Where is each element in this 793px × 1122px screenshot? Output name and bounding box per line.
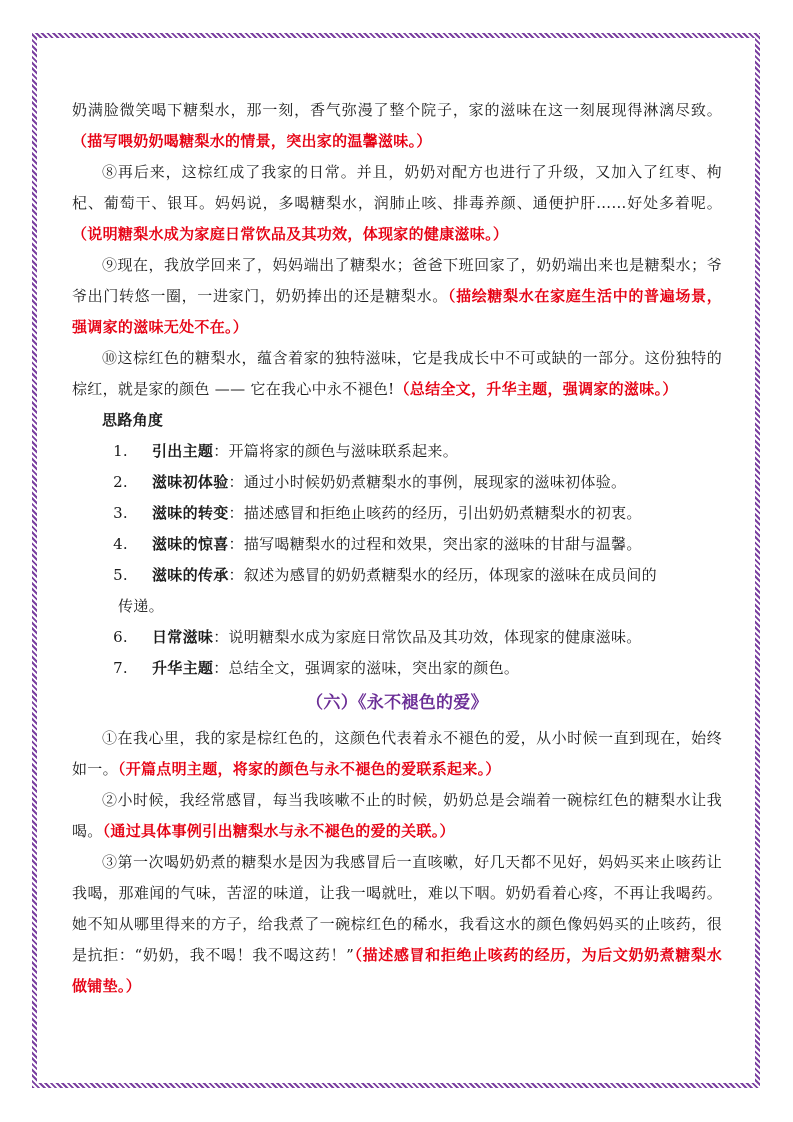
list-term: 滋味的转变 [152, 504, 229, 522]
paragraph-text: 奶满脸微笑喝下糖梨水，那一刻，香气弥漫了整个院子，家的滋味在这一刻展现得淋漓尽致。 [72, 101, 722, 119]
list-desc: ：叙述为感冒的奶奶煮糖梨水的经历，体现家的滋味在成员间的 [228, 566, 657, 584]
paragraph-text: ②小时候，我经常感冒，每当我咳嗽不止的时候，奶奶总是会端着一碗棕红色的糖梨水让我喝。 [72, 791, 722, 840]
list-item [72, 436, 722, 467]
list-desc: ：总结全文，强调家的滋味，突出家的颜色。 [213, 659, 520, 677]
paragraph-bottom-2 [72, 785, 722, 847]
paragraph-annotation: （通过具体事例引出糖梨水与永不褪色的爱的关联。） [102, 822, 455, 840]
paragraph-bottom-1 [72, 723, 722, 785]
list-desc: ：通过小时候奶奶煮糖梨水的事例，展现家的滋味初体验。 [228, 473, 627, 491]
list-number: 1. [113, 442, 128, 460]
bottom-paragraphs [72, 723, 722, 1002]
list-term: 日常滋味 [152, 628, 214, 646]
list-item [72, 529, 722, 560]
list-item [72, 467, 722, 498]
list-term: 滋味的惊喜 [152, 535, 229, 553]
list-number: 2. [113, 473, 128, 491]
paragraph-top-4 [72, 343, 722, 405]
paragraph-annotation: （描写喂奶奶喝糖梨水的情景，突出家的温馨滋味。） [72, 132, 432, 150]
section-title: （六）《永不褪色的爱》 [306, 693, 488, 713]
list-number: 6. [113, 628, 128, 646]
paragraph-annotation: （描述感冒和拒绝止咳药的经历，为后文奶奶煮糖梨水做铺垫。） [72, 946, 723, 995]
paragraph-annotation: （说明糖梨水成为家庭日常饮品及其功效，体现家的健康滋味。） [72, 225, 509, 243]
list-item [72, 560, 722, 591]
list-desc: ：开篇将家的颜色与滋味联系起来。 [213, 442, 459, 460]
paragraph-text: ①在我心里，我的家是棕红色的，这颜色代表着永不褪色的爱，从小时候一直到现在，始终如一。 [72, 729, 722, 778]
paragraph-annotation: （描绘糖梨水在家庭生活中的普遍场景，强调家的滋味无处不在。） [72, 287, 722, 336]
list-term: 引出主题 [152, 442, 214, 460]
paragraph-text: ③第一次喝奶奶煮的糖梨水是因为我感冒后一直咳嗽，好几天都不见好，妈妈买来止咳药让我喝，那难闻的气味，苦涩的味道，让我一喝就吐，难以下咽。奶奶看着心疼，不再让我喝药。她不知从哪里得来的方子，给我煮了一碗棕红色的稀水，我看这水的颜色像妈妈买的止咳药，很是抗拒：“奶奶，我不喝！我不喝这药！” [72, 853, 722, 964]
paragraph-top-3 [72, 250, 722, 343]
list-item [72, 498, 722, 529]
paragraph-text: ⑨现在，我放学回来了，妈妈端出了糖梨水；爸爸下班回家了，奶奶端出来也是糖梨水；爷爷出门转悠一圈，一进家门，奶奶捧出的还是糖梨水。 [72, 256, 722, 305]
list-term: 滋味的传承 [152, 566, 229, 584]
list-desc: ：说明糖梨水成为家庭日常饮品及其功效，体现家的健康滋味。 [213, 628, 642, 646]
list-number: 3. [113, 504, 128, 522]
document-body [72, 95, 722, 1002]
list-desc: ：描写喝糖梨水的过程和效果，突出家的滋味的甘甜与温馨。 [228, 535, 642, 553]
paragraph-bottom-3 [72, 847, 722, 1002]
paragraph-text: ⑧再后来，这棕红成了我家的日常。并且，奶奶对配方也进行了升级，又加入了红枣、枸杞、葡萄干、银耳。妈妈说，多喝糖梨水，润肺止咳、排毒养颜、通便护肝……好处多着呢。 [72, 163, 722, 212]
list-number: 4. [113, 535, 128, 553]
list-item [72, 653, 722, 684]
paragraph-annotation: （开篇点明主题，将家的颜色与永不褪色的爱联系起来。） [117, 760, 501, 778]
list-number: 5. [113, 566, 128, 584]
list-item-continuation [72, 591, 722, 622]
list-term: 升华主题 [152, 659, 214, 677]
outline-list [72, 436, 722, 684]
paragraph-top-2 [72, 157, 722, 250]
top-paragraphs [72, 95, 722, 405]
list-item [72, 622, 722, 653]
paragraph-text: ⑩这棕红色的糖梨水，蕴含着家的独特滋味，它是我成长中不可或缺的一部分。这份独特的棕红，就是家的颜色 —— 它在我心中永不褪色! [72, 349, 722, 398]
list-number: 7. [113, 659, 128, 677]
list-desc: ：描述感冒和拒绝止咳药的经历，引出奶奶煮糖梨水的初衷。 [228, 504, 642, 522]
list-desc-continued: 传递。 [118, 597, 164, 615]
list-term: 滋味初体验 [152, 473, 229, 491]
paragraph-top-1 [72, 95, 722, 157]
paragraph-annotation: （总结全文，升华主题，强调家的滋味。） [394, 380, 678, 398]
outline-heading: 思路角度 [102, 411, 164, 429]
